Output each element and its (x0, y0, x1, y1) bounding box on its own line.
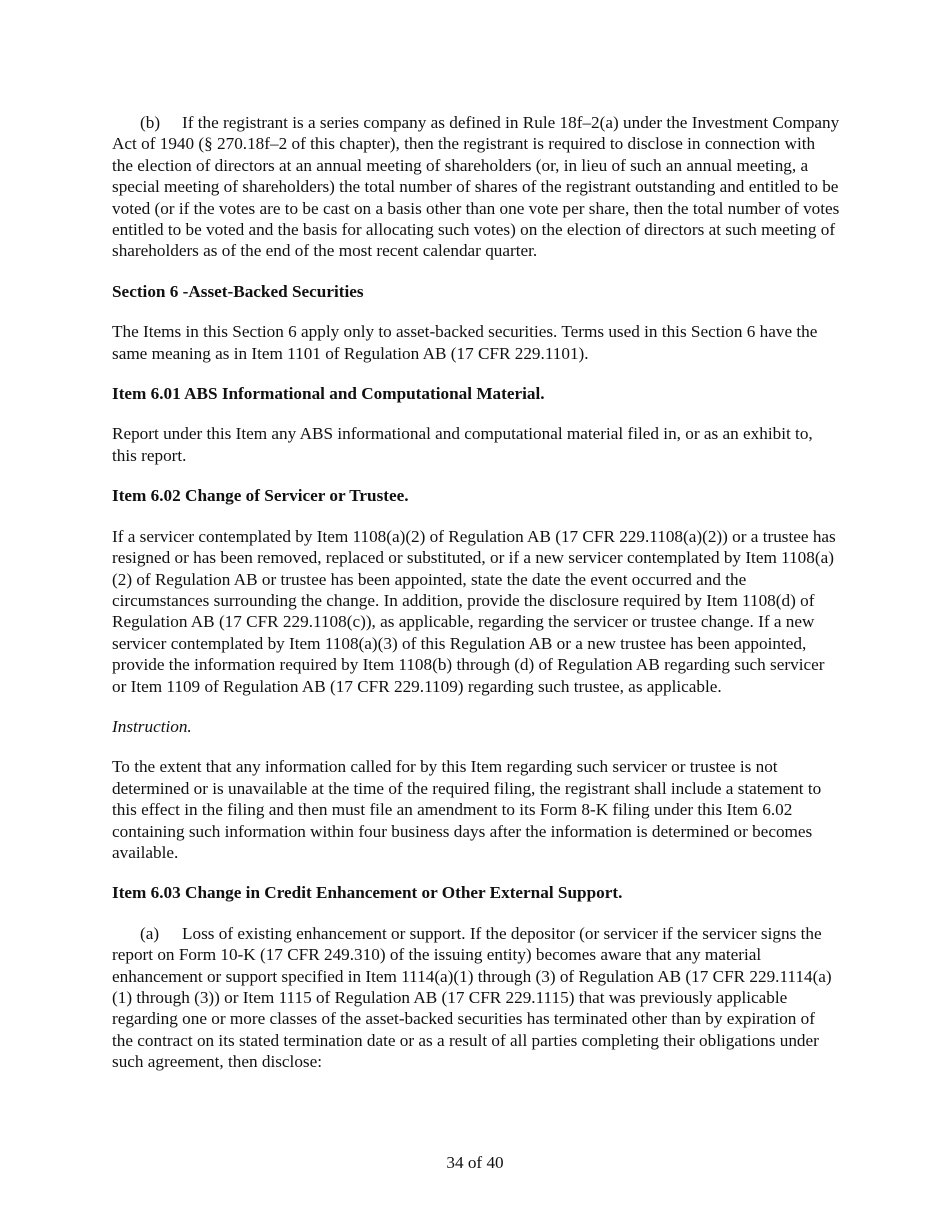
item-6-02-heading: Item 6.02 Change of Servicer or Trustee. (112, 486, 409, 506)
instruction-label: Instruction. (112, 716, 192, 736)
instruction-text: To the extent that any information called for by this Item regarding such servicer or trustee is not determined or is unavailable at the time of the required filing, the registrant shall include a statement to this effect in the filing and then must file an amendment to its Form 8-K filing under this Item 6.02 containing such information within four business days after the information is determined or becomes available. (112, 757, 822, 862)
item-6-01-heading: Item 6.01 ABS Informational and Computational Material. (112, 384, 545, 404)
section-6-text: The Items in this Section 6 apply only to asset-backed securities. Terms used in this Section 6 have the same meaning as in Item 1101 of Regulation AB (17 CFR 229.1101). (112, 322, 818, 363)
paragraph-b (112, 112, 840, 262)
paragraph-a-text: Loss of existing enhancement or support. If the depositor (or servicer if the servicer signs the report on Form 10-K (17 CFR 249.310) of the issuing entity) becomes aware that any material enhancement or support specified in Item 1114(a)(1) through (3) of Regulation AB (17 CFR 229.1114(a)(1) through (3)) or Item 1115 of Regulation AB (17 CFR 229.1115) that was previously applicable regarding one or more classes of the asset-backed securities has terminated other than by expiration of the contract on its stated termination date or as a result of all parties completing their obligations under such agreement, then disclose: (112, 923, 832, 1072)
section-6-heading: Section 6 -Asset-Backed Securities (112, 281, 364, 301)
document-page (112, 112, 840, 1092)
paragraph-b-text: If the registrant is a series company as defined in Rule 18f–2(a) under the Investment Company Act of 1940 (§ 270.18f–2 of this chapter), then the registrant is required to disclose in connection with the election of directors at an annual meeting of shareholders (or, in lieu of such an annual meeting, a special meeting of shareholders) the total number of shares of the registrant outstanding and entitled to be voted (or if the votes are to be cast on a basis other than one vote per share, then the total number of votes entitled to be voted and the basis for allocating such votes) on the election of directors at such meeting of shareholders as of the end of the most recent calendar quarter. (112, 113, 840, 261)
item-6-03-heading: Item 6.03 Change in Credit Enhancement or Other External Support. (112, 883, 623, 903)
paragraph-b-label: (b) (140, 113, 161, 132)
paragraph-a (112, 923, 840, 1073)
page-number: 34 of 40 (446, 1153, 504, 1172)
item-6-01-text: Report under this Item any ABS informational and computational material filed in, or as an exhibit to, this report. (112, 424, 813, 465)
item-6-02-text: If a servicer contemplated by Item 1108(a)(2) of Regulation AB (17 CFR 229.1108(a)(2)) or a trustee has resigned or has been removed, replaced or substituted, or if a new servicer contemplated by Item 1108(a)(2) of Regulation AB or trustee has been appointed, state the date the event occurred and the circumstances surrounding the change. In addition, provide the disclosure required by Item 1108(d) of Regulation AB (17 CFR 229.1108(c)), as applicable, regarding the servicer or trustee change. If a new servicer contemplated by Item 1108(a)(3) of this Regulation AB or a new trustee has been appointed, provide the information required by Item 1108(b) through (d) of Regulation AB regarding such servicer or Item 1109 of Regulation AB (17 CFR 229.1109) regarding such trustee, as applicable. (112, 526, 836, 696)
paragraph-a-label: (a) (140, 923, 160, 943)
